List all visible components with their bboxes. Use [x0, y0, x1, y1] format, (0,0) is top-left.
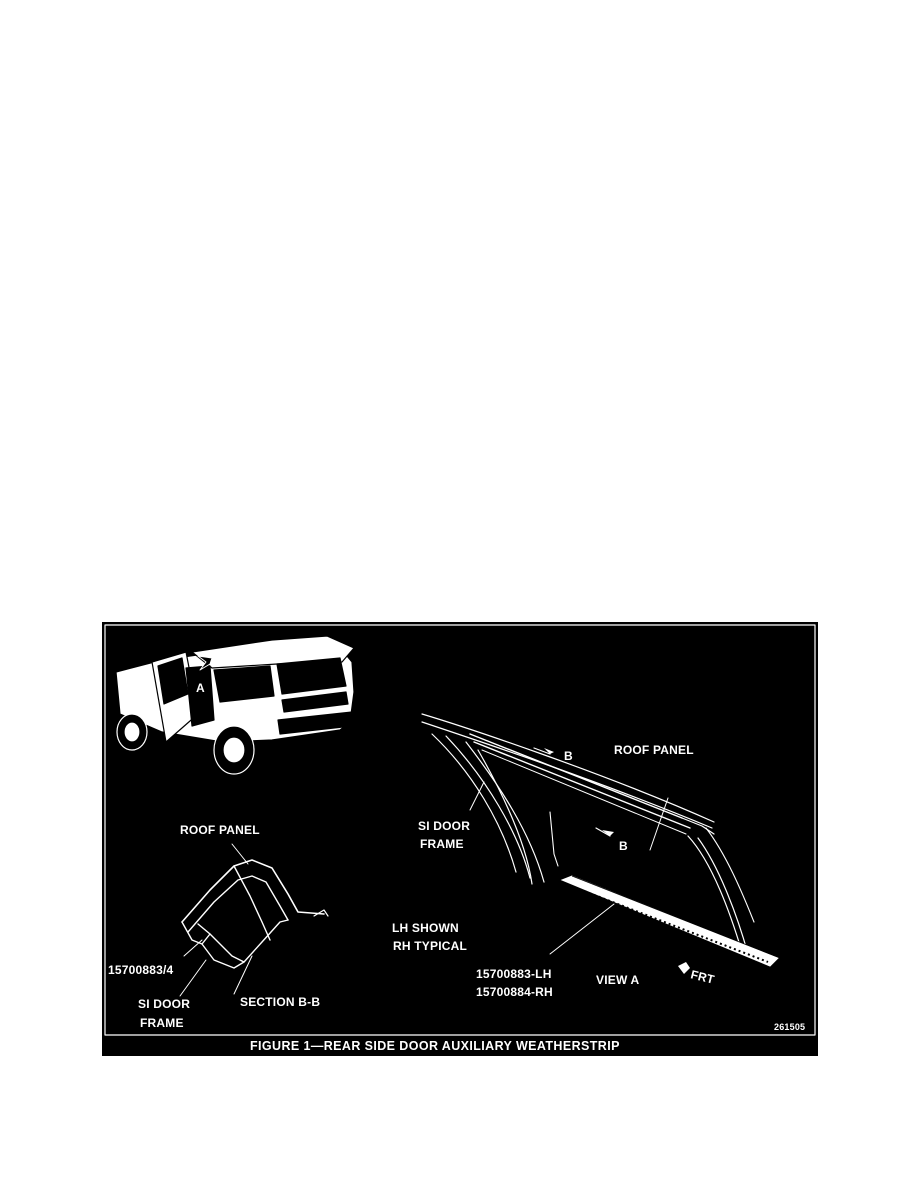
view-a-title: VIEW A: [596, 973, 640, 987]
view-a-b-marker-bottom: B: [619, 839, 628, 853]
vehicle-illustration: [116, 636, 354, 774]
figure-id-number: 261505: [774, 1022, 806, 1032]
view-a-part-rh-label: 15700884-RH: [476, 985, 553, 999]
section-b-b-title: SECTION B-B: [240, 995, 321, 1009]
figure-drawing: [102, 622, 818, 1056]
view-a-front-label: FRT: [689, 967, 716, 987]
view-a-rh-typical-label: RH TYPICAL: [393, 939, 467, 953]
figure-panel: [102, 622, 818, 1056]
view-a-lh-shown-label: LH SHOWN: [392, 921, 459, 935]
view-a-roof-panel-label: ROOF PANEL: [614, 743, 694, 757]
view-a-drawing: [422, 714, 780, 974]
section-part-number-label: 15700883/4: [108, 963, 174, 977]
figure-caption: FIGURE 1—REAR SIDE DOOR AUXILIARY WEATHERSTRIP: [250, 1039, 620, 1053]
section-door-frame-label-line2: FRAME: [140, 1016, 184, 1030]
section-roof-panel-label: ROOF PANEL: [180, 823, 260, 837]
view-a-door-frame-label-line2: FRAME: [420, 837, 464, 851]
section-b-b-drawing: [180, 844, 328, 996]
view-a-part-lh-label: 15700883-LH: [476, 967, 552, 981]
section-door-frame-label-line1: SI DOOR: [138, 997, 191, 1011]
view-a-b-marker-top: B: [564, 749, 573, 763]
callout-a: A: [196, 681, 205, 695]
view-a-door-frame-label-line1: SI DOOR: [418, 819, 471, 833]
